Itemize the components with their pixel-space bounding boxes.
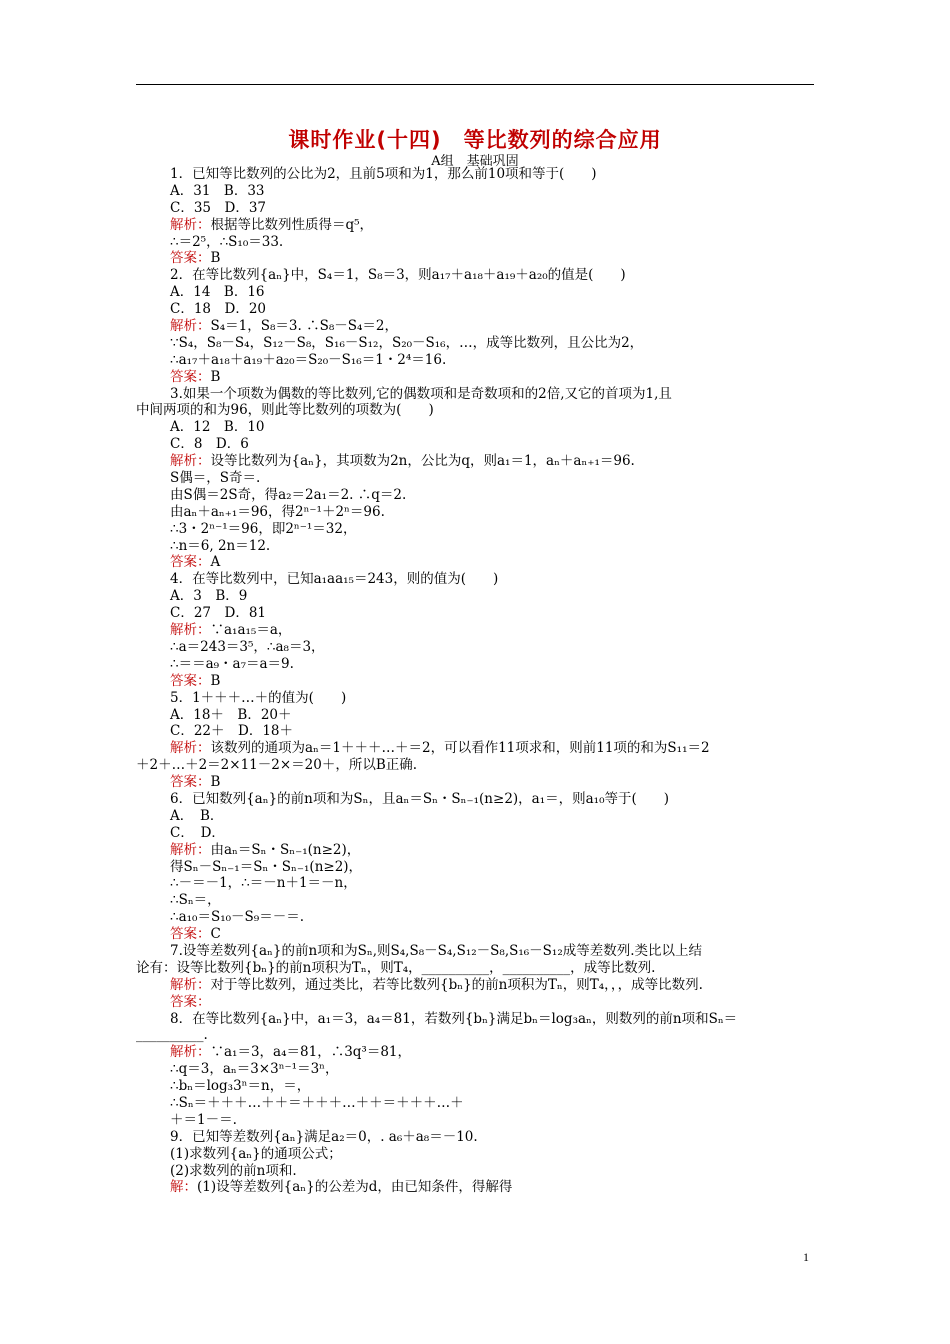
line-text: A．31 B．33 bbox=[170, 182, 265, 199]
document-line bbox=[136, 1146, 816, 1163]
document-line bbox=[136, 1179, 816, 1196]
line-text: ∴a₁₀＝S₁₀－S₉＝－＝. bbox=[170, 909, 304, 926]
line-text: 对于等比数列，通过类比，若等比数列{bₙ}的前n项积为Tₙ，则T₄，，，成等比数列. bbox=[210, 976, 703, 993]
document-line bbox=[136, 723, 816, 740]
line-text: 由aₙ＋aₙ₊₁＝96，得2ⁿ⁻¹＋2ⁿ＝96. bbox=[170, 503, 385, 520]
document-line bbox=[136, 386, 816, 403]
document-line bbox=[136, 267, 816, 284]
label-prefix: 答案： bbox=[170, 250, 211, 267]
line-text: A．14 B．16 bbox=[170, 284, 265, 301]
document-line bbox=[136, 875, 816, 892]
document-line bbox=[136, 234, 816, 251]
document-line bbox=[136, 1112, 816, 1129]
line-text: ＋＝1－＝. bbox=[170, 1111, 237, 1128]
document-line bbox=[136, 1095, 816, 1112]
document-line bbox=[136, 943, 816, 960]
document-line bbox=[136, 588, 816, 605]
document-line bbox=[136, 402, 816, 419]
line-text: 由S偶＝2S奇，得a₂＝2a₁＝2. ∴q＝2. bbox=[170, 486, 407, 503]
line-text: A． B． bbox=[170, 807, 224, 824]
document-line bbox=[136, 1061, 816, 1078]
document-line bbox=[136, 521, 816, 538]
line-text: 5．1＋＋＋…＋的值为( ) bbox=[170, 689, 347, 706]
line-text: 9．已知等差数列{aₙ}满足a₂＝0，. a₆＋a₈＝－10. bbox=[170, 1128, 478, 1145]
document-line bbox=[136, 960, 816, 977]
line-text: ∴3・2ⁿ⁻¹＝96，即2ⁿ⁻¹＝32， bbox=[170, 520, 357, 537]
line-text: A bbox=[210, 554, 221, 571]
document-line bbox=[136, 335, 816, 352]
document-line bbox=[136, 470, 816, 487]
label-prefix: 答案： bbox=[170, 554, 211, 571]
document-line bbox=[136, 284, 816, 301]
line-text: 1．已知等比数列的公比为2，且前5项和为1，那么前10项和等于( ) bbox=[170, 166, 597, 182]
label-prefix: 解析： bbox=[170, 976, 211, 993]
document-line bbox=[136, 453, 816, 470]
line-text: 根据等比数列性质得＝q⁵， bbox=[210, 216, 374, 233]
document-line bbox=[136, 994, 816, 1011]
label-prefix: 解析： bbox=[170, 740, 211, 757]
document-line bbox=[136, 926, 816, 943]
document-line bbox=[136, 217, 816, 234]
label-prefix: 解析： bbox=[170, 216, 211, 233]
line-text: 7.设等差数列{aₙ}的前n项和为Sₙ,则S₄,S₈－S₄,S₁₂－S₈,S₁₆－S₁₂成等差数列.类比以上结 bbox=[170, 942, 703, 959]
line-text: ＋2＋…＋2＝2×11－2×＝20＋，所以B正确. bbox=[136, 757, 418, 774]
document-line bbox=[136, 301, 816, 318]
document-line bbox=[136, 250, 816, 267]
document-line bbox=[136, 200, 816, 217]
label-prefix: 解析： bbox=[170, 841, 211, 858]
line-text: B bbox=[210, 672, 221, 689]
line-text: ∴q＝3，aₙ＝3×3ⁿ⁻¹＝3ⁿ， bbox=[170, 1061, 339, 1078]
line-text: ∴Sₙ＝， bbox=[170, 892, 221, 909]
document-line bbox=[136, 419, 816, 436]
line-text: B bbox=[210, 368, 221, 385]
line-text: ∴bₙ＝log₃3ⁿ＝n，＝， bbox=[170, 1078, 311, 1095]
line-text: (1)设等差数列{aₙ}的公差为d，由已知条件，得解得 bbox=[197, 1179, 513, 1196]
document-line bbox=[136, 707, 816, 724]
page-number: 1 bbox=[803, 1250, 809, 1264]
document-line bbox=[136, 1027, 816, 1044]
line-text: 得Sₙ－Sₙ₋₁＝Sₙ・Sₙ₋₁(n≥2)， bbox=[170, 858, 363, 875]
line-text: 由aₙ＝Sₙ・Sₙ₋₁(n≥2)， bbox=[210, 841, 361, 858]
line-text: 中间两项的和为96，则此等比数列的项数为( ) bbox=[136, 402, 434, 419]
line-text: 设等比数列为{aₙ}，其项数为2n，公比为q，则a₁＝1，aₙ＋aₙ₊₁＝96. bbox=[210, 453, 635, 470]
document-line bbox=[136, 673, 816, 690]
line-text: 3.如果一个项数为偶数的等比数列,它的偶数项和是奇数项和的2倍,又它的首项为1,且 bbox=[170, 385, 672, 402]
document-line bbox=[136, 977, 816, 994]
document-line bbox=[136, 318, 816, 335]
document-line bbox=[136, 1129, 816, 1146]
document-line bbox=[136, 808, 816, 825]
document-line bbox=[136, 1044, 816, 1061]
label-prefix: 答案： bbox=[170, 774, 211, 791]
line-text: ∴n＝6, 2n＝12. bbox=[170, 537, 271, 554]
line-text: B bbox=[210, 774, 221, 791]
line-text: C bbox=[210, 926, 221, 943]
line-text: C．18 D．20 bbox=[170, 301, 267, 318]
document-line bbox=[136, 757, 816, 774]
document-body bbox=[136, 166, 816, 1196]
line-text: S偶＝，S奇＝. bbox=[170, 470, 261, 487]
document-line bbox=[136, 1163, 816, 1180]
line-text: ∴－＝－1，∴＝－n＋1＝－n， bbox=[170, 875, 357, 892]
line-text: ∵a₁a₁₅＝a， bbox=[210, 622, 292, 639]
line-text: (1)求数列{aₙ}的通项公式； bbox=[170, 1145, 342, 1162]
line-text: A．3 B．9 bbox=[170, 588, 248, 605]
page-title: 课时作业(十四) 等比数列的综合应用 bbox=[288, 128, 662, 152]
document-line bbox=[136, 842, 816, 859]
line-text: 该数列的通项为aₙ＝1＋＋＋…＋＝2，可以看作11项求和，则前11项的和为S₁₁＝2 bbox=[210, 740, 710, 757]
document-line bbox=[136, 909, 816, 926]
line-text: A．12 B．10 bbox=[170, 419, 265, 436]
document-line bbox=[136, 166, 816, 183]
document-line bbox=[136, 791, 816, 808]
line-text: B bbox=[210, 250, 221, 267]
document-line bbox=[136, 571, 816, 588]
document-line bbox=[136, 892, 816, 909]
document-line bbox=[136, 352, 816, 369]
line-text: ∵S₄，S₈－S₄，S₁₂－S₈，S₁₆－S₁₂，S₂₀－S₁₆，…，成等比数列，且公比为2， bbox=[170, 334, 644, 351]
line-text: ∴＝2⁵，∴S₁₀＝33. bbox=[170, 233, 284, 250]
line-text: C．27 D．81 bbox=[170, 605, 267, 622]
line-text: ∴＝＝a₉・a₇＝a＝9. bbox=[170, 655, 294, 672]
line-text: C． D． bbox=[170, 824, 225, 841]
label-prefix: 答案： bbox=[170, 672, 211, 689]
line-text: ∴a＝243＝3⁵，∴a₈＝3， bbox=[170, 638, 325, 655]
section-subtitle: A组 基础巩固 bbox=[431, 154, 519, 169]
line-text: ∵a₁＝3，a₄＝81，∴3q³＝81， bbox=[210, 1044, 412, 1061]
label-prefix: 答案： bbox=[170, 993, 211, 1010]
header-rule bbox=[136, 84, 814, 85]
line-text: ∴a₁₇＋a₁₈＋a₁₉＋a₂₀＝S₂₀－S₁₆＝1・2⁴＝16. bbox=[170, 351, 447, 368]
document-line bbox=[136, 487, 816, 504]
line-text: S₄＝1，S₈＝3. ∴S₈－S₄＝2， bbox=[210, 318, 398, 335]
document-line bbox=[136, 639, 816, 656]
document-line bbox=[136, 774, 816, 791]
line-text: 2．在等比数列{aₙ}中，S₄＝1，S₈＝3，则a₁₇＋a₁₈＋a₁₉＋a₂₀的值是( ) bbox=[170, 267, 626, 284]
document-line bbox=[136, 1011, 816, 1028]
document-line bbox=[136, 183, 816, 200]
label-prefix: 解析： bbox=[170, 1044, 211, 1061]
line-text: ∴Sₙ＝＋＋＋…＋＋＝＋＋＋…＋＋＝＋＋＋…＋ bbox=[170, 1094, 464, 1111]
line-text: 6．已知数列{aₙ}的前n项和为Sₙ，且aₙ＝Sₙ・Sₙ₋₁(n≥2)，a₁＝，则a₁₀等于( ) bbox=[170, 790, 670, 807]
document-line bbox=[136, 622, 816, 639]
label-prefix: 解析： bbox=[170, 622, 211, 639]
document-line bbox=[136, 825, 816, 842]
document-line bbox=[136, 436, 816, 453]
label-prefix: 解析： bbox=[170, 318, 211, 335]
document-line bbox=[136, 504, 816, 521]
label-prefix: 答案： bbox=[170, 368, 211, 385]
line-text: (2)求数列的前n项和. bbox=[170, 1162, 297, 1179]
document-line bbox=[136, 538, 816, 555]
document-line bbox=[136, 554, 816, 571]
document-line bbox=[136, 369, 816, 386]
label-prefix: 答案： bbox=[170, 926, 211, 943]
document-line bbox=[136, 605, 816, 622]
document-line bbox=[136, 1078, 816, 1095]
line-text: 4．在等比数列中，已知a₁aa₁₅＝243，则的值为( ) bbox=[170, 571, 499, 588]
label-prefix: 解析： bbox=[170, 453, 211, 470]
document-line bbox=[136, 690, 816, 707]
line-text: C．22＋ D．18＋ bbox=[170, 723, 294, 740]
line-text: C．35 D．37 bbox=[170, 199, 267, 216]
label-prefix: 解： bbox=[170, 1179, 197, 1196]
document-line bbox=[136, 656, 816, 673]
line-text: 论有：设等比数列{bₙ}的前n项积为Tₙ，则T₄，__________，__________，成等比数列. bbox=[136, 959, 656, 976]
line-text: __________. bbox=[136, 1027, 208, 1044]
line-text: A．18＋ B．20＋ bbox=[170, 706, 292, 723]
document-line bbox=[136, 859, 816, 876]
document-line bbox=[136, 740, 816, 757]
line-text: 8．在等比数列{aₙ}中，a₁＝3，a₄＝81，若数列{bₙ}满足bₙ＝log₃aₙ，则数列的前n项和Sₙ＝ bbox=[170, 1010, 738, 1027]
line-text: C．8 D．6 bbox=[170, 436, 249, 453]
